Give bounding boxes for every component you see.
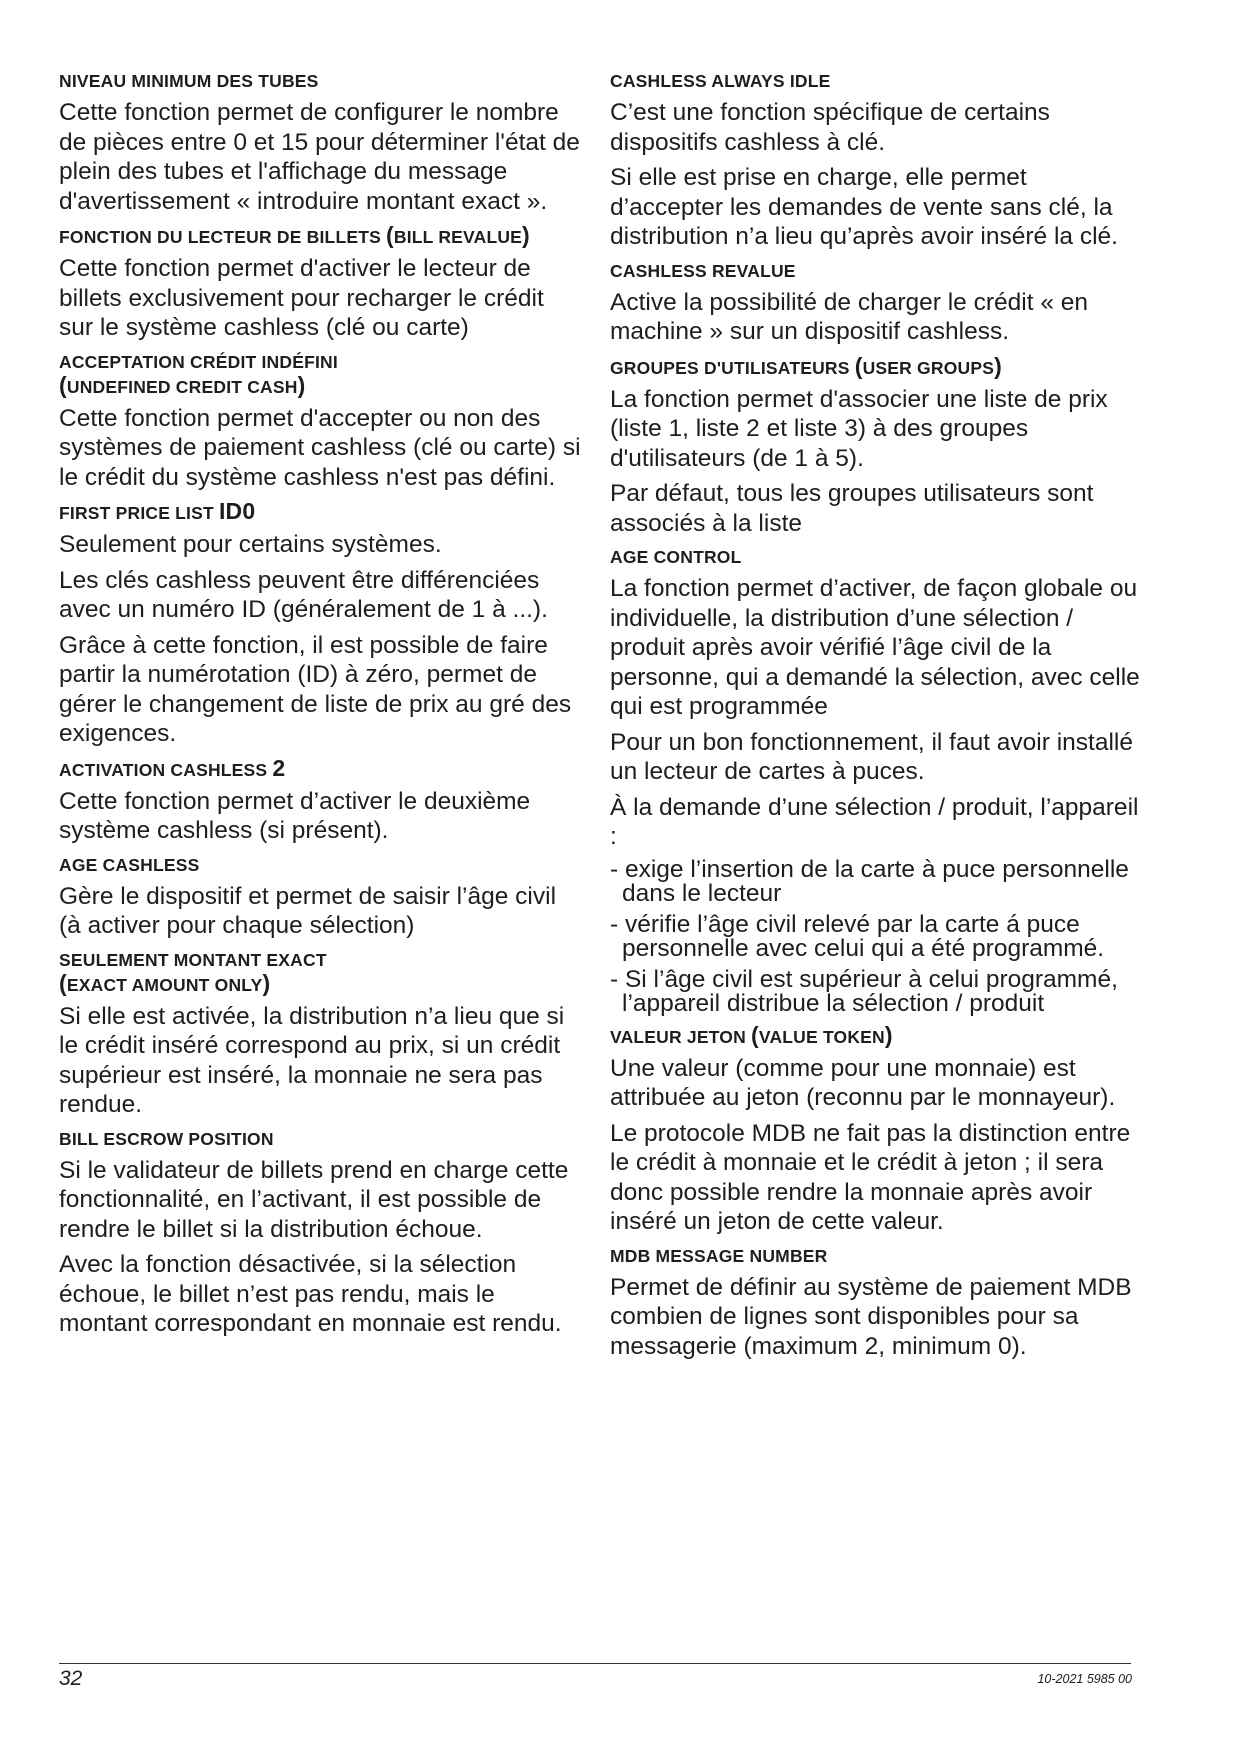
open-paren: ( [854,352,863,379]
paragraph: Par défaut, tous les groupes utilisateurs sont associés à la liste [610,480,1094,537]
title-text: FONCTION DU LECTEUR DE BILLETS [59,227,387,247]
section-age-control [610,546,1140,1016]
paragraph: Permet de définir au système de paiement MDB combien de lignes sont disponibles pour sa messagerie (maximum 2, minimum 0). [610,1273,1132,1360]
paragraph: Avec la fonction désactivée, si la sélection échoue, le billet n’est pas rendu, mais le montant correspondant en monnaie est rendu. [59,1251,562,1337]
section-title: NIVEAU MINIMUM DES TUBES [59,71,319,91]
section-first-price-list [59,500,584,749]
section-title [59,754,584,782]
section-title [59,351,584,399]
title-number: 2 [272,754,286,781]
paragraph: Cette fonction permet d'activer le lecteur de billets exclusivement pour recharger le crédit sur le système cashless (clé ou carte) [59,255,544,341]
close-paren: ) [884,1021,893,1048]
title-line-2 [59,969,584,997]
list-item: - Si l’âge civil est supérieur à celui programmé, l’appareil distribue la sélection / produit [610,965,1118,1017]
section-title: AGE CONTROL [610,547,742,567]
paragraph: Si le validateur de billets prend en charge cette fonctionnalité, en l’activant, il est possible de rendre le billet si la distribution échoue. [59,1156,569,1243]
paragraph: Pour un bon fonctionnement, il faut avoir installé un lecteur de cartes à puces. [610,728,1133,785]
title-line-1: SEULEMENT MONTANT EXACT [59,949,327,970]
section-niveau-minimum-tubes [59,70,584,216]
section-bill-escrow-position [59,1128,584,1339]
title-line-2 [59,371,584,399]
paragraph: Si elle est prise en charge, elle permet d’accepter les demandes de vente sans clé, la distribution n’a lieu qu’après avoir inséré la clé. [610,164,1118,250]
paragraph: Active la possibilité de charger le crédit « en machine » sur un dispositif cashless. [610,288,1089,345]
section-age-cashless [59,854,584,941]
paragraph: Cette fonction permet d’activer le deuxième système cashless (si présent). [59,787,531,844]
right-column [610,70,1140,1369]
document-code: 10-2021 5985 00 [1037,1672,1132,1686]
section-title [59,224,584,249]
section-user-groups [610,352,1140,539]
paragraph: Gère le dispositif et permet de saisir l’âge civil (à activer pour chaque sélection) [59,882,557,939]
section-exact-amount-only [59,949,584,1120]
bullet-list [610,855,1140,1017]
section-title [59,500,584,525]
title-english: USER GROUPS [862,357,995,378]
close-paren: ) [297,371,306,398]
title-text: ACTIVATION CASHLESS [59,759,273,780]
close-paren: ) [522,222,530,248]
section-title: MDB MESSAGE NUMBER [610,1245,828,1266]
section-title [610,1021,1140,1049]
title-text: FIRST PRICE LIST [59,503,219,523]
paragraph: Si elle est activée, la distribution n’a lieu que si le crédit inséré correspond au prix, si un crédit supérieur est inséré, la monnaie ne sera pas rendue. [59,1002,565,1118]
page-number: 32 [59,1667,83,1690]
paragraph: La fonction permet d'associer une liste de prix (liste 1, liste 2 et liste 3) à des groupes d'utilisateurs (de 1 à 5). [610,385,1108,472]
paragraph: Grâce à cette fonction, il est possible de faire partir la numérotation (ID) à zéro, permet de gérer le changement de liste de prix au gré des exigences. [59,631,572,747]
section-title: CASHLESS REVALUE [610,260,796,281]
title-text: GROUPES D'UTILISATEURS [610,357,855,378]
paragraph: À la demande d’une sélection / produit, l’appareil : [610,793,1139,850]
title-english: EXACT AMOUNT ONLY [66,974,263,995]
list-item: - vérifie l’âge civil relevé par la carte á puce personnelle avec celui qui a été programmé. [610,910,1105,962]
close-paren: ) [262,969,271,996]
section-undefined-credit-cash [59,351,584,493]
section-cashless-revalue [610,260,1140,347]
section-title: AGE CASHLESS [59,854,200,875]
paragraph: C’est une fonction spécifique de certains dispositifs cashless à clé. [610,99,1050,156]
footer-divider [59,1663,1131,1664]
section-value-token [610,1021,1140,1237]
open-paren: ( [386,222,394,248]
section-title [610,352,1140,380]
paragraph: Seulement pour certains systèmes. [59,531,442,558]
paragraph: Cette fonction permet d'accepter ou non des systèmes de paiement cashless (clé ou carte) si le crédit du système cashless n'est pas défini. [59,404,581,491]
close-paren: ) [994,352,1002,379]
left-column [59,70,584,1347]
paragraph: Le protocole MDB ne fait pas la distinction entre le crédit à monnaie et le crédit à jeton ; il sera donc possible rendre la monnaie après avoir inséré un jeton de cette valeur. [610,1119,1131,1235]
section-cashless-always-idle [610,70,1140,252]
section-activation-cashless-2 [59,754,584,846]
paragraph: Les clés cashless peuvent être différenciées avec un numéro ID (généralement de 1 à ...). [59,566,548,623]
paragraph: Cette fonction permet de configurer le nombre de pièces entre 0 et 15 pour déterminer l'état de plein des tubes et l'affichage du message d'avertissement « introduire montant exact ». [59,99,580,215]
title-english: UNDEFINED CREDIT CASH [66,376,298,397]
section-mdb-message-number [610,1245,1140,1362]
list-item: - exige l’insertion de la carte à puce personnelle dans le lecteur [610,855,1129,907]
paragraph: Une valeur (comme pour une monnaie) est attribuée au jeton (reconnu par le monnayeur). [610,1054,1116,1111]
title-line-1: ACCEPTATION CRÉDIT INDÉFINI [59,351,338,372]
section-title: CASHLESS ALWAYS IDLE [610,71,831,91]
section-bill-revalue [59,224,584,343]
open-paren: ( [751,1021,759,1048]
section-title: BILL ESCROW POSITION [59,1128,274,1149]
paragraph: La fonction permet d’activer, de façon globale ou individuelle, la distribution d’une sélection / produit après avoir vérifié l’âge civil de la personne, qui a demandé la sélection, avec celle qui est programmée [610,575,1140,720]
title-english: VALUE TOKEN [758,1026,885,1047]
open-paren: ( [59,371,67,398]
title-text: VALEUR JETON [610,1026,752,1047]
open-paren: ( [59,969,67,996]
title-english: BILL REVALUE [393,227,523,247]
section-title [59,949,584,997]
title-id: ID0 [218,498,256,524]
